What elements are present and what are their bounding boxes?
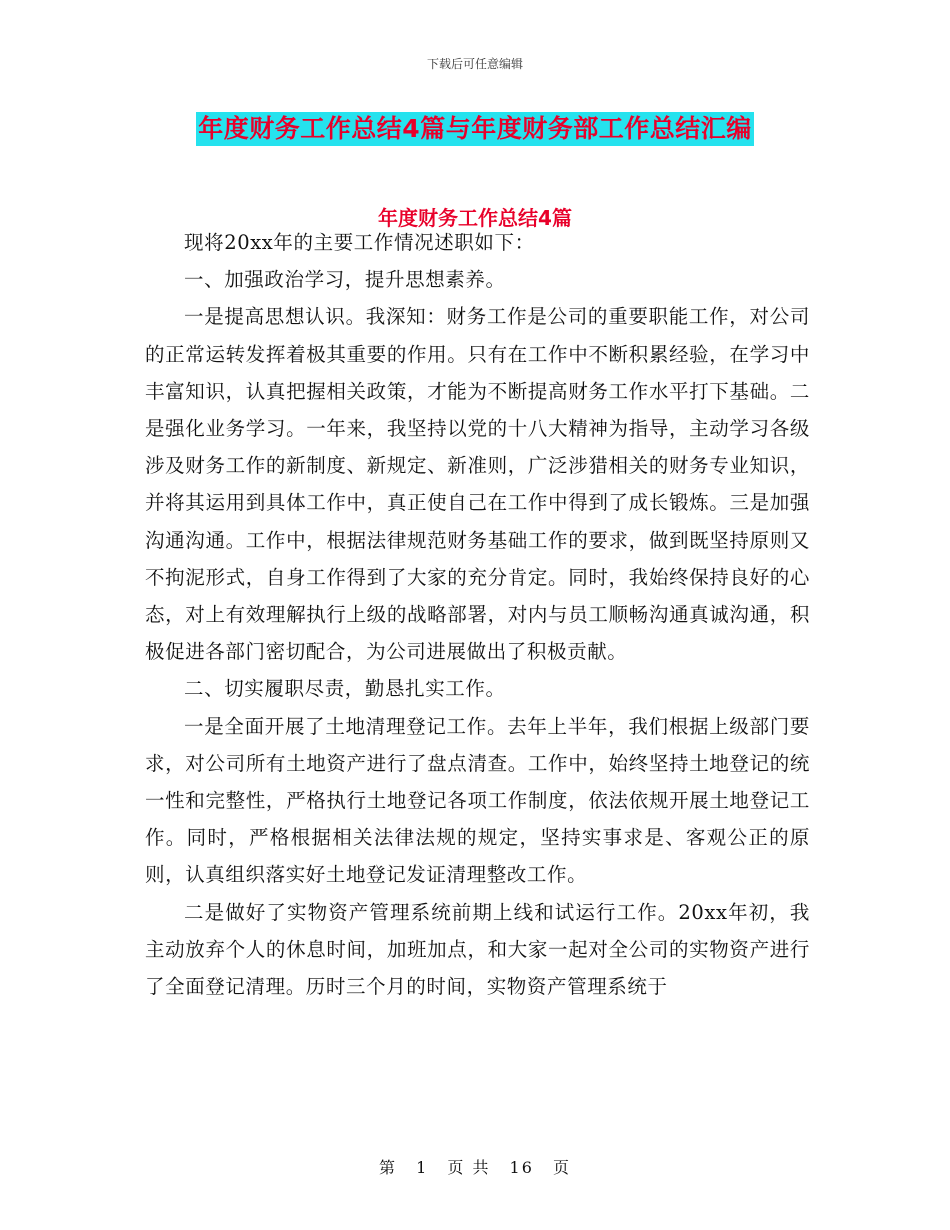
paragraph: 二、切实履职尽责，勤恳扎实工作。	[184, 677, 506, 701]
sub-title: 年度财务工作总结4篇	[378, 206, 572, 230]
footer-mid: 页 共	[447, 1158, 491, 1177]
header-note: 下载后可任意编辑	[426, 57, 523, 71]
footer-suffix: 页	[553, 1158, 572, 1177]
page-footer	[0, 1155, 950, 1178]
main-title: 年度财务工作总结4篇与年度财务部工作总结汇编	[196, 112, 753, 146]
footer-prefix: 第	[378, 1158, 397, 1177]
footer-total-pages: 16	[509, 1158, 534, 1177]
paragraph: 二是做好了实物资产管理系统前期上线和试运行工作。20xx年初，我主动放弃个人的休息时间，加班加点，和大家一起对全公司的实物资产进行了全面登记清理。历时三个月的时间，实物资产管理系统于	[145, 900, 810, 999]
paragraph: 一、加强政治学习，提升思想素养。	[184, 268, 506, 292]
footer-page-number: 1	[416, 1158, 429, 1177]
main-title-wrap	[0, 112, 950, 146]
paragraph: 一是提高思想认识。我深知：财务工作是公司的重要职能工作，对公司的正常运转发挥着极其重要的作用。只有在工作中不断积累经验，在学习中丰富知识，认真把握相关政策，才能为不断提高财务工作水平打下基础。二是强化业务学习。一年来，我坚持以党的十八大精神为指导，主动学习各级涉及财务工作的新制度、新规定、新准则，广泛涉猎相关的财务专业知识，并将其运用到具体工作中，真正使自己在工作中得到了成长锻炼。三是加强沟通沟通。工作中，根据法律规范财务基础工作的要求，做到既坚持原则又不拘泥形式，自身工作得到了大家的充分肯定。同时，我始终保持良好的心态，对上有效理解执行上级的战略部署，对内与员工顺畅沟通真诚沟通，积极促进各部门密切配合，为公司进展做出了积极贡献。	[145, 305, 810, 664]
paragraph: 现将20xx年的主要工作情况述职如下：	[184, 231, 535, 254]
body-text	[145, 224, 810, 1005]
paragraph: 一是全面开展了土地清理登记工作。去年上半年，我们根据上级部门要求，对公司所有土地资产进行了盘点清查。工作中，始终坚持土地登记的统一性和完整性，严格执行土地登记各项工作制度，依法依规开展土地登记工作。同时，严格根据相关法律法规的规定，坚持实事求是、客观公正的原则，认真组织落实好土地登记发证清理整改工作。	[145, 714, 810, 887]
